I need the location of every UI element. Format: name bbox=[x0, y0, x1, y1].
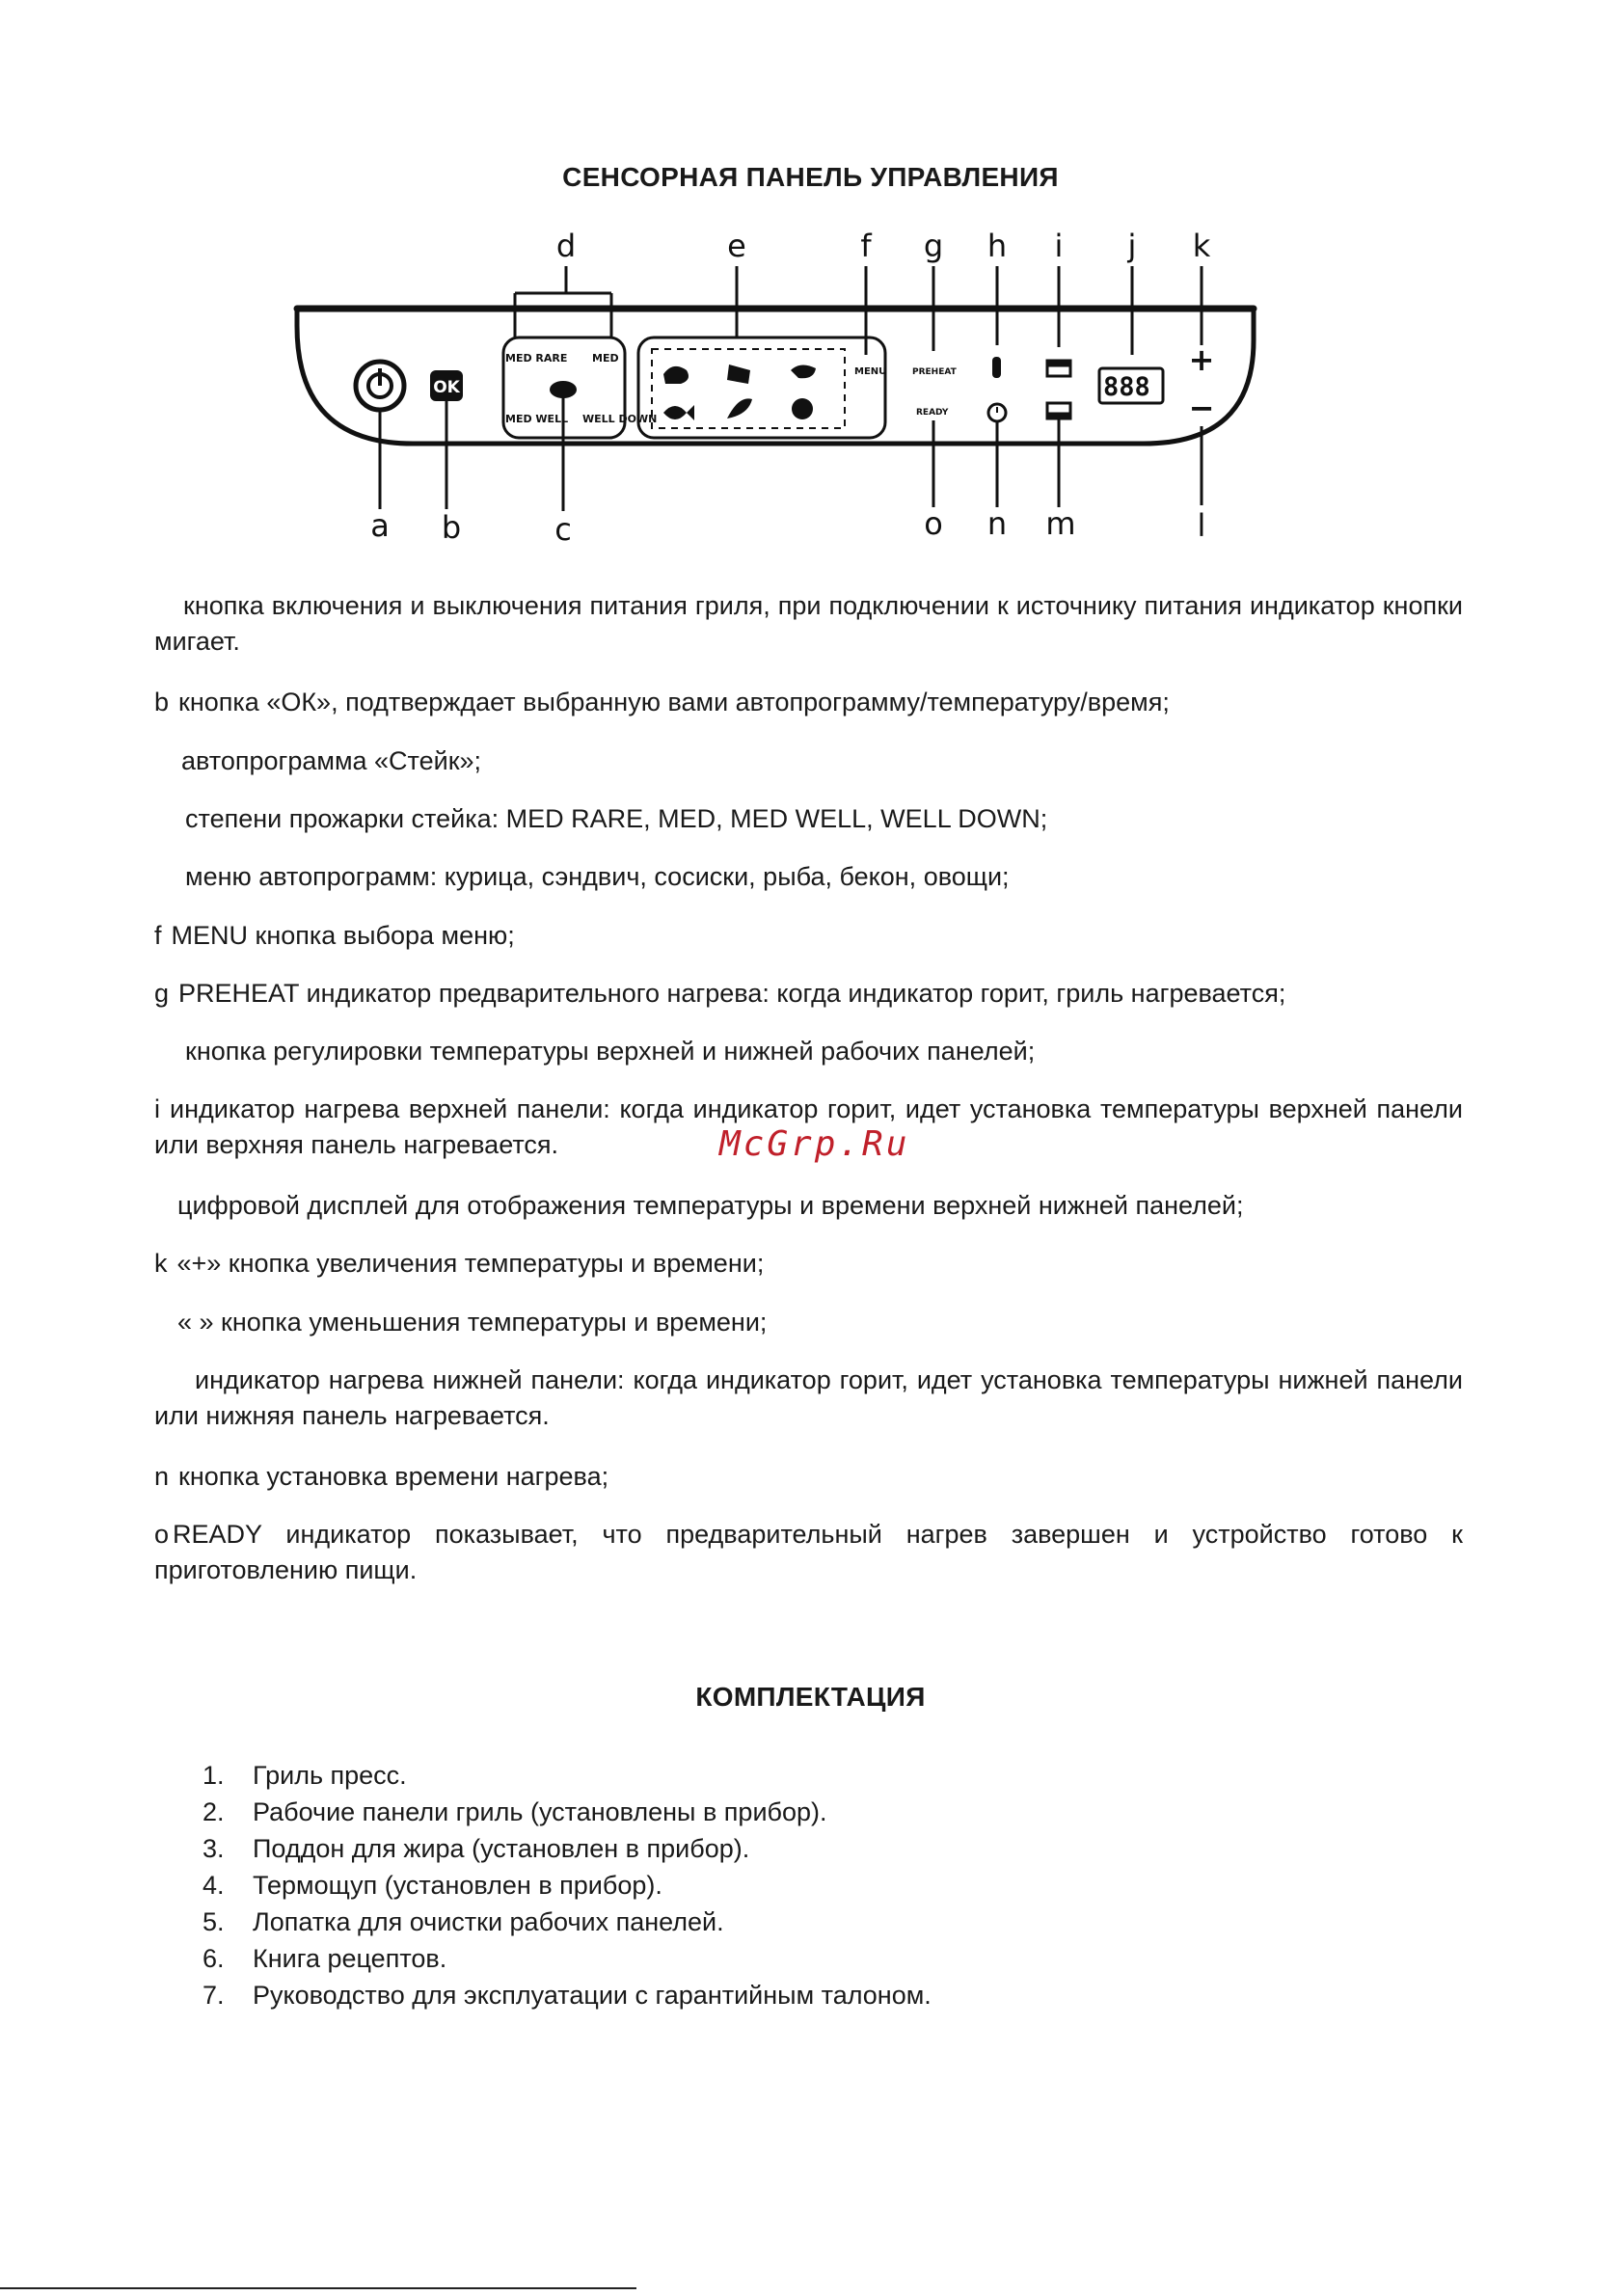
description-a: кнопка включения и выключения питания гриля, при подключении к источнику питания индикатор кнопки мигает. bbox=[154, 591, 1463, 656]
list-item: 3. Поддон для жира (установлен в прибор). bbox=[203, 1834, 750, 1863]
page-title: СЕНСОРНАЯ ПАНЕЛЬ УПРАВЛЕНИЯ bbox=[562, 162, 1059, 192]
label-a: a bbox=[370, 507, 390, 544]
label-c: c bbox=[554, 511, 572, 548]
label-k: k bbox=[1192, 230, 1211, 264]
vegetables-icon bbox=[792, 398, 813, 419]
list-item: 1. Гриль пресс. bbox=[203, 1761, 407, 1790]
description-f: f MENU кнопка выбора меню; bbox=[154, 921, 515, 950]
svg-text:888: 888 bbox=[1103, 372, 1150, 402]
description-n: n кнопка установка времени нагрева; bbox=[154, 1462, 609, 1491]
minus-button: − bbox=[1188, 390, 1215, 426]
med-rare-indicator: MED RARE bbox=[505, 352, 568, 365]
preheat-indicator: PREHEAT bbox=[912, 367, 957, 377]
list-item: 2. Рабочие панели гриль (установлены в прибор). bbox=[203, 1797, 827, 1826]
label-j: j bbox=[1127, 230, 1137, 264]
label-n: n bbox=[986, 505, 1008, 542]
description-j: цифровой дисплей для отображения температуры и времени верхней нижней панелей; bbox=[177, 1191, 1244, 1220]
steak-icon bbox=[550, 381, 577, 398]
svg-text:OK: OK bbox=[433, 378, 460, 397]
label-l: l bbox=[1197, 507, 1206, 544]
med-indicator: MED bbox=[592, 352, 619, 365]
bottom-rule bbox=[0, 2287, 636, 2289]
watermark: McGrp.Ru bbox=[719, 1124, 910, 1164]
menu-button: MENU bbox=[854, 366, 887, 377]
description-i: i индикатор нагрева верхней панели: когда индикатор горит, идет установка температуры верхней панели или верхняя панель нагревается. bbox=[154, 1094, 1463, 1159]
description-d: степени прожарки стейка: MED RARE, MED, MED WELL, WELL DOWN; bbox=[185, 804, 1048, 833]
section-title-kit: КОМПЛЕКТАЦИЯ bbox=[695, 1682, 926, 1712]
description-e: меню автопрограмм: курица, сэндвич, сосиски, рыба, бекон, овощи; bbox=[185, 862, 1010, 891]
chicken-icon bbox=[663, 366, 689, 384]
description-b: b кнопка «ОК», подтверждает выбранную вами автопрограмму/температуру/время; bbox=[154, 688, 1170, 716]
control-panel-diagram bbox=[280, 230, 1263, 548]
label-m: m bbox=[1045, 505, 1076, 542]
description-l: « » кнопка уменьшения температуры и времени; bbox=[177, 1308, 768, 1337]
label-h: h bbox=[986, 230, 1008, 264]
description-h: кнопка регулировки температуры верхней и нижней рабочих панелей; bbox=[185, 1037, 1036, 1066]
label-g: g bbox=[923, 230, 944, 264]
menu-group bbox=[638, 338, 885, 438]
description-c: автопрограмма «Стейк»; bbox=[181, 746, 482, 775]
label-i: i bbox=[1054, 230, 1064, 264]
list-item: 5. Лопатка для очистки рабочих панелей. bbox=[203, 1907, 724, 1936]
thermometer-icon bbox=[992, 357, 1001, 378]
kit-list bbox=[203, 1757, 932, 2013]
well-down-indicator: WELL DOWN bbox=[582, 413, 658, 425]
label-b: b bbox=[441, 509, 462, 546]
description-g: g PREHEAT индикатор предварительного нагрева: когда индикатор горит, гриль нагревается; bbox=[154, 979, 1286, 1008]
description-k: k «+» кнопка увеличения температуры и времени; bbox=[154, 1249, 765, 1278]
list-item: 6. Книга рецептов. bbox=[203, 1944, 447, 1973]
description-o: o READY индикатор показывает, что предварительный нагрев завершен и устройство готово к приготовлению пищи. bbox=[154, 1520, 1463, 1584]
label-e: e bbox=[727, 230, 746, 264]
plus-button: + bbox=[1188, 341, 1215, 378]
label-o: o bbox=[924, 505, 943, 542]
sausage-icon bbox=[791, 365, 816, 378]
fish-icon bbox=[663, 405, 694, 420]
label-f: f bbox=[860, 230, 872, 264]
sandwich-icon bbox=[727, 365, 750, 384]
list-item: 4. Термощуп (установлен в прибор). bbox=[203, 1871, 662, 1900]
bacon-icon bbox=[727, 398, 752, 419]
list-item: 7. Руководство для эксплуатации с гарантийным талоном. bbox=[203, 1981, 932, 2010]
description-m: индикатор нагрева нижней панели: когда индикатор горит, идет установка температуры нижней панели или нижняя панель нагревается. bbox=[154, 1365, 1463, 1430]
label-d: d bbox=[555, 230, 577, 264]
ready-indicator: READY bbox=[916, 408, 949, 418]
med-well-indicator: MED WELL bbox=[505, 413, 569, 425]
